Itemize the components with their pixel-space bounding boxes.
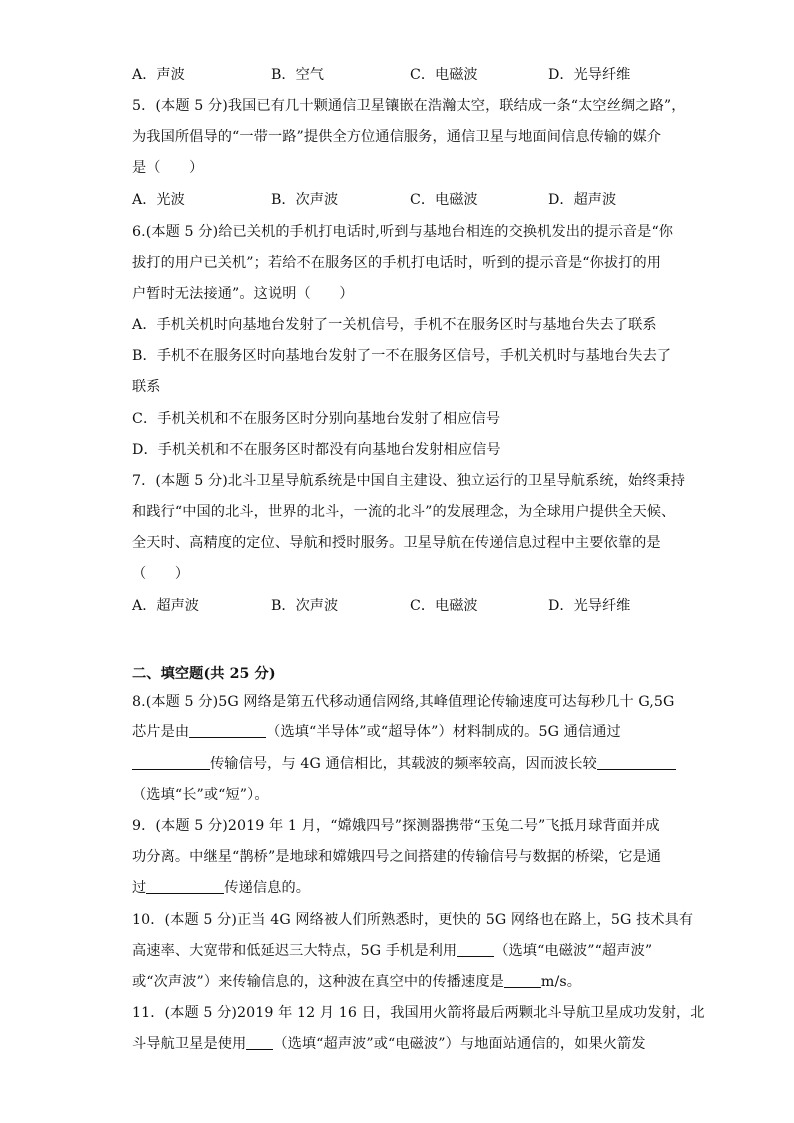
answer-blank (246, 1034, 273, 1050)
q6-option-c: C．手机关机和不在服务区时分别向基地台发射了相应信号 (132, 411, 501, 427)
q10-text: m/s。 (540, 974, 582, 990)
answer-blank (504, 972, 541, 988)
q5-options (132, 190, 692, 210)
answer-blank (132, 754, 210, 770)
q9-stem-line1: 9．(本题 5 分)2019 年 1 月，“嫦娥四号”探测器携带“玉兔二号”飞抵月球背面并成 (132, 818, 660, 834)
q6-option-b-line2: 联系 (132, 379, 161, 395)
q11-text: 斗导航卫星是使用 (132, 1036, 247, 1052)
q4-option-c: C．电磁波 (410, 67, 478, 83)
q7-stem-line4: （ ） (132, 566, 190, 582)
q8-stem-line1: 8.(本题 5 分)5G 网络是第五代移动通信网络,其峰值理论传输速度可达每秒几十 G,5G (132, 694, 675, 710)
q7-option-b: B．次声波 (271, 598, 339, 614)
q9-text: 过 (132, 880, 147, 896)
q11-stem-line1: 11．(本题 5 分)2019 年 12 月 16 日，我国用火箭将最后两颗北斗导航卫星成功发射，北 (132, 1005, 705, 1021)
q7-options (132, 596, 692, 616)
q9-stem-line2: 功分离。中继星“鹊桥”是地球和嫦娥四号之间搭建的传输信号与数据的桥梁，它是通 (132, 849, 662, 865)
q8-stem-line4: （选填“长”或“短”）。 (132, 787, 269, 803)
q5-option-a: A．光波 (132, 192, 185, 208)
q6-option-d: D．手机关机和不在服务区时都没有向基地台发射相应信号 (132, 442, 501, 458)
q10-stem-line3 (132, 972, 672, 992)
q5-stem-line2: 为我国所倡导的“一带一路”提供全方位通信服务，通信卫星与地面间信息传输的媒介 (132, 129, 662, 145)
q7-option-c: C．电磁波 (410, 598, 478, 614)
q9-text: 传递信息的。 (224, 880, 311, 896)
q10-text: 高速率、大宽带和低延迟三大特点，5G 手机是利用 (132, 943, 458, 959)
answer-blank (146, 878, 224, 894)
q7-stem-line2: 和践行“中国的北斗，世界的北斗，一流的北斗”的发展理念，为全球用户提供全天候、 (132, 504, 676, 520)
q7-option-a: A．超声波 (132, 598, 199, 614)
q6-option-b-line1: B．手机不在服务区时向基地台发射了一不在服务区信号，手机关机时与基地台失去了 (132, 348, 672, 364)
q10-text: 或“次声波”）来传输信息的，这种波在真空中的传播速度是 (132, 974, 504, 990)
q4-option-b: B．空气 (271, 67, 324, 83)
q5-stem-line1: 5．(本题 5 分)我国已有几十颗通信卫星镶嵌在浩瀚太空，联结成一条“太空丝绸之路”， (132, 98, 686, 114)
q6-stem-line2: 拔打的用户已关机”；若给不在服务区的手机打电话时，听到的提示音是“你拔打的用 (132, 255, 662, 271)
q5-option-c: C．电磁波 (410, 192, 478, 208)
q10-stem-line1: 10．(本题 5 分)正当 4G 网络被人们所熟悉时，更快的 5G 网络也在路上，5G 技术具有 (132, 912, 694, 928)
q7-option-d: D．光导纤维 (548, 598, 631, 614)
q6-option-a: A．手机关机时向基地台发射了一关机信号，手机不在服务区时与基地台失去了联系 (132, 317, 657, 333)
q7-stem-line3: 全天时、高精度的定位、导航和授时服务。卫星导航在传递信息过程中主要依靠的是 (132, 535, 661, 551)
q8-text: 传输信号，与 4G 通信相比，其载波的频率较高，因而波长较 (210, 756, 597, 772)
q4-options (132, 65, 692, 85)
answer-blank (597, 754, 676, 770)
section-title: 二、填空题(共 25 分) (132, 666, 276, 682)
q5-stem-line3: 是（ ） (132, 160, 204, 176)
q6-stem-line1: 6.(本题 5 分)给已关机的手机打电话时,听到与基地台相连的交换机发出的提示音是“你 (132, 224, 674, 240)
q6-stem-line3: 户暂时无法接通”。这说明（ ） (132, 286, 354, 302)
answer-blank (189, 722, 266, 738)
q8-stem-line2 (132, 722, 672, 742)
q7-stem-line1: 7．(本题 5 分)北斗卫星导航系统是中国自主建设、独立运行的卫星导航系统，始终秉持 (132, 473, 686, 489)
q10-text: （选填“电磁波”“超声波” (494, 943, 653, 959)
q5-option-d: D．超声波 (548, 192, 617, 208)
q11-text: （选填“超声波”或“电磁波”）与地面站通信的，如果火箭发 (273, 1036, 646, 1052)
answer-blank (457, 941, 494, 957)
q8-text: 芯片是由 (132, 724, 190, 740)
q11-stem-line2 (132, 1034, 672, 1054)
q8-stem-line3 (132, 754, 672, 774)
q4-option-d: D．光导纤维 (548, 67, 631, 83)
q4-option-a: A．声波 (132, 67, 185, 83)
q8-text: （选填“半导体”或“超导体”）材料制成的。5G 通信通过 (266, 724, 621, 740)
q5-option-b: B．次声波 (271, 192, 339, 208)
q10-stem-line2 (132, 941, 672, 961)
q9-stem-line3 (132, 878, 672, 898)
